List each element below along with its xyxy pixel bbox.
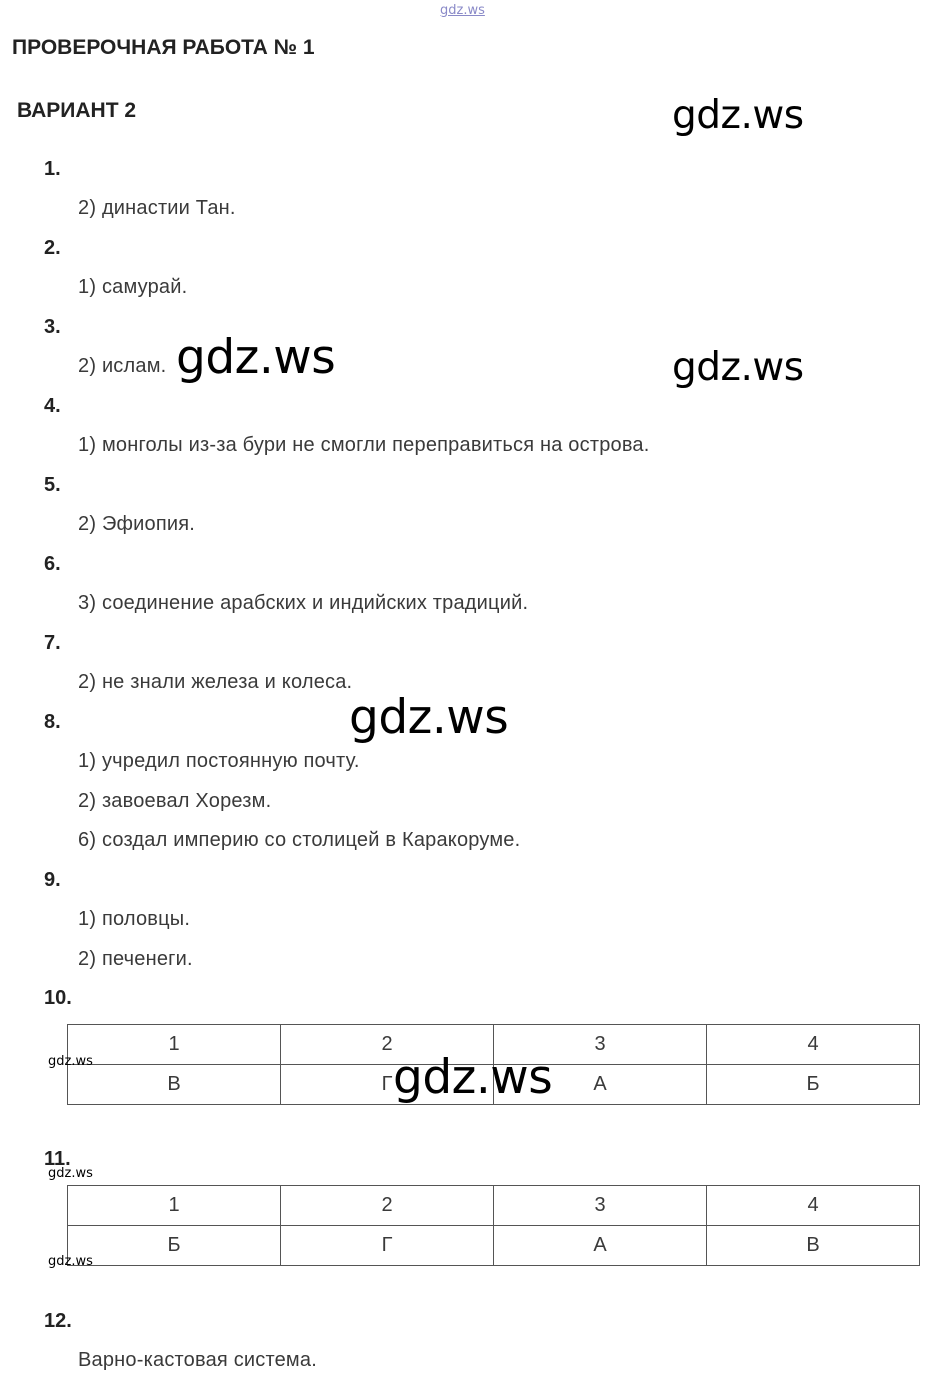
watermark-table-center: gdz.ws — [393, 1050, 553, 1105]
answer-text: 2) печенеги. — [78, 948, 193, 970]
table-cell: 3 — [494, 1025, 707, 1065]
question-number: 2. — [44, 237, 61, 259]
table-cell: 1 — [68, 1186, 281, 1226]
table-cell: Г — [281, 1226, 494, 1266]
variant-heading: ВАРИАНТ 2 — [17, 99, 137, 122]
question-number: 7. — [44, 632, 61, 654]
table-cell: 4 — [707, 1025, 920, 1065]
table-cell: В — [68, 1065, 281, 1105]
question-number: 11. — [44, 1148, 71, 1170]
answer-text: 6) создал империю со столицей в Каракоруме. — [78, 829, 521, 851]
table-cell: 3 — [494, 1186, 707, 1226]
table-cell: А — [494, 1065, 707, 1105]
table-cell: Б — [707, 1065, 920, 1105]
answer-text: 1) монголы из-за бури не смогли переправиться на острова. — [78, 434, 650, 456]
watermark-center: gdz.ws — [349, 690, 509, 745]
question-number: 10. — [44, 987, 72, 1009]
question-number: 8. — [44, 711, 61, 733]
table-header-row — [68, 1186, 920, 1226]
table-cell: 2 — [281, 1186, 494, 1226]
answer-text: 2) завоевал Хорезм. — [78, 790, 272, 812]
table-cell: 1 — [68, 1025, 281, 1065]
question-number: 3. — [44, 316, 61, 338]
answer-text: 1) самурай. — [78, 276, 188, 298]
question-number: 6. — [44, 553, 61, 575]
watermark-top: gdz.ws — [440, 3, 485, 18]
answer-text: 3) соединение арабских и индийских традиций. — [78, 592, 529, 614]
table-row — [68, 1226, 920, 1266]
table-cell: Б — [68, 1226, 281, 1266]
question-number: 5. — [44, 474, 61, 496]
watermark-right-2: gdz.ws — [672, 345, 804, 390]
question-number: 12. — [44, 1310, 72, 1332]
answer-text: 2) династии Тан. — [78, 197, 236, 219]
answer-text: 1) половцы. — [78, 908, 191, 930]
watermark-left-mid: gdz.ws — [176, 330, 336, 385]
answer-text: Варно-кастовая система. — [78, 1349, 317, 1371]
page-title: ПРОВЕРОЧНАЯ РАБОТА № 1 — [12, 36, 315, 59]
table-cell: Г — [281, 1065, 494, 1105]
table-cell: А — [494, 1226, 707, 1266]
answer-text: 2) не знали железа и колеса. — [78, 671, 353, 693]
question-number: 4. — [44, 395, 61, 417]
table-cell: В — [707, 1226, 920, 1266]
watermark-small-3: gdz.ws — [48, 1254, 93, 1269]
answer-table-11 — [67, 1185, 920, 1266]
table-cell: 4 — [707, 1186, 920, 1226]
answer-text: 1) учредил постоянную почту. — [78, 750, 360, 772]
watermark-small-2: gdz.ws — [48, 1166, 93, 1181]
table-cell: 2 — [281, 1025, 494, 1065]
watermark-right-1: gdz.ws — [672, 93, 804, 138]
answer-text: 2) Эфиопия. — [78, 513, 196, 535]
question-number: 9. — [44, 869, 61, 891]
watermark-small-1: gdz.ws — [48, 1054, 93, 1069]
question-number: 1. — [44, 158, 61, 180]
answer-text: 2) ислам. — [78, 355, 167, 377]
